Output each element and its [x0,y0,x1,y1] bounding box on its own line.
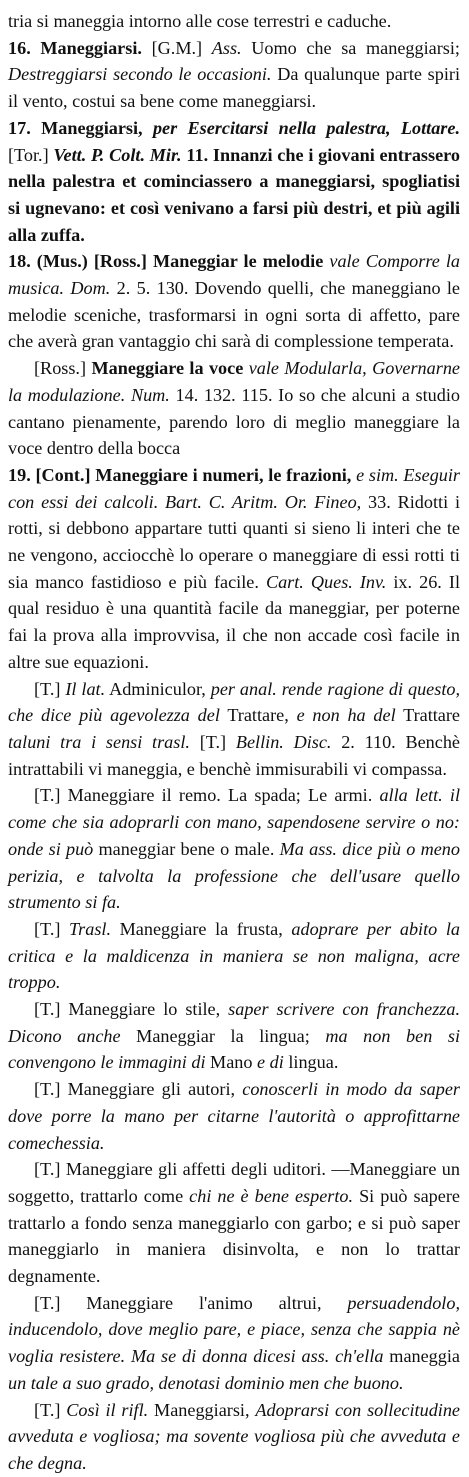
entry-text: [T.] [189,731,236,752]
entry-text: [T.] Maneggiare gli affetti degli uditori. —Maneggiare un soggetto, trattarlo come [8,1159,460,1206]
entry-text: maneggiar bene o male. [93,838,280,859]
entry-text: Trattare [395,705,461,726]
entry-headword-text: 17. Maneggiarsi, [8,117,143,138]
entry-text: 2. 5. 130. Dovendo quelli, che maneggiano le melodie sceniche, trasformarsi in ogni sorta di affetto, pare che averà gran vantaggio chi sarà di complessione temperata. [8,278,460,352]
dictionary-entry [8,1156,460,1290]
dictionary-entry [8,462,460,676]
entry-definition-text: persuadendolo, inducendolo, dove meglio pare, e piace, senza che sappia nè voglia resistere. Ma se di donna dicesi ass. ch'ella [8,1292,460,1367]
entry-text: [T.] Maneggiare lo stile, [34,999,229,1020]
entry-text [143,118,153,138]
dictionary-entry [8,996,460,1076]
entry-text: [T.] Maneggiare il remo. La spada; Le armi. [34,785,380,806]
entry-definition-text: Cart. Ques. Inv. [265,571,387,592]
entry-definition-text: adoprare per abito la critica e la maldicenza in maniera se non maligna, acre troppo. [8,918,460,993]
entry-definition-text: conoscerli in modo da saper dove porre la mano per citarne l'autorità o approfittarne comechessia. [8,1079,460,1153]
dictionary-entry [8,1076,460,1156]
entry-definition-text: ma non ben si convengono le immagini di [8,1025,461,1073]
dictionary-entry [8,35,460,115]
entry-definition-text: vale Modularla, Governarne la modulazione. Num. [8,358,460,405]
entry-text: [T.] [34,918,70,939]
entry-text: Trattare, [219,705,297,726]
entry-text: Maneggiarsi, [148,1399,256,1420]
entry-headword-text: 11. Innanzi che i giovani entrassero nella palestra et cominciassero a maneggiarsi, spogliatisi si ugnevano: et così venivano a farsi più destri, et più agili alla zuffa. [8,144,460,245]
entry-definition-text: un tale a suo grado, denotasi dominio men che buono. [8,1372,404,1393]
entry-text: [Ross.] [34,358,92,379]
entry-text: Da qualunque parte spiri il vento, costui sa bene come maneggiarsi. [8,64,460,112]
entry-text: Mano [205,1052,258,1073]
entry-definition-text: Ma ass. dice più o meno perizia, e talvolta la professione che dell'usare quello strumento si fa. [8,838,460,913]
entry-text: ix. 26. Il qual residuo è una quantità facile da maneggiar, per poterne fai la prova alla improvvisa, il che non accade così facile in altre sue equazioni. [8,571,460,672]
dictionary-entry [8,1290,460,1397]
dictionary-entry [8,1397,460,1477]
entry-definition-text: Trasl. [69,918,111,939]
entry-text: Si può sapere trattarlo a fondo senza maneggiarlo con garbo; e si può saper maneggiarlo in maniera disinvolta, e non lo trattar degnamente. [8,1185,460,1287]
entry-headword-text: 18. (Mus.) [Ross.] Maneggiar le melodie [8,251,324,272]
entry-headword-text: per Esercitarsi nella palestra, Lottare. [152,117,460,138]
entry-definition-text: Adoprarsi con sollecitudine avveduta e vogliosa; ma sovente vogliosa più che avveduta e che degna. [8,1399,461,1473]
entry-definition-text: per anal. rende ragione di questo, che dice più agevolezza del [8,678,461,726]
entry-definition-text: Ass. [211,37,242,58]
dictionary-entry [8,676,460,783]
entry-text: [T.] [34,1399,67,1420]
entry-text: tria si maneggia intorno alle cose terrestri e caduche. [8,11,392,31]
entry-definition-text: e sim. Eseguir con essi dei calcoli. Bart. C. Aritm. Or. Fineo, [8,464,461,512]
entry-text: 2. 110. Benchè intrattabili vi maneggia, e benchè immisurabili vi compassa. [8,731,461,779]
entry-text: 33. Ridotti i rotti, si debbono appartare tutti quanti si sieno li interi che te ne vengono, acciocchè lo operare o maneggiare di essi rotti ti sia manco fastidioso e più facile. [8,491,460,592]
entry-text: [G.M.] [141,37,212,58]
dictionary-entry [8,355,460,462]
entry-definition-text: e non ha del [296,705,396,726]
dictionary-entry [8,782,460,916]
entry-definition-text: Così il rifl. [66,1399,149,1420]
dictionary-entry [8,248,460,355]
entry-headword-text: Maneggiare la voce [91,358,244,379]
entry-text: [Tor.] [8,144,54,165]
dictionary-entry [8,115,460,249]
entry-headword-text: 16. Maneggiarsi. [8,37,142,58]
entry-definition-text: vale Comporre la musica. Dom. [8,251,461,299]
entry-text: Adminiculor, [105,678,211,699]
entry-text: Maneggiar la lingua; [120,1025,326,1046]
entry-text: lingua. [283,1052,339,1073]
entry-text: [T.] [34,678,66,699]
entry-text: 14. 132. 115. Io so che alcuni a studio cantano pienamente, parendo loro di meglio maneggiare la voce dentro della bocca [8,384,460,459]
entry-text: Maneggiare la frusta, [111,918,292,939]
entry-definition-text: taluni tra i sensi trasl. [8,731,190,752]
entry-headword-text: Vett. P. Colt. Mir. [53,144,182,165]
entry-definition-text: alla lett. il come che sia adoprarli con mano, sapendosene servire o no: onde si può [8,785,460,859]
entry-definition-text: Bellin. Disc. [235,731,332,752]
entry-headword-text: 19. [Cont.] Maneggiare i numeri, le frazioni, [8,464,352,485]
entry-text: maneggia [383,1346,460,1367]
entry-definition-text: e di [257,1052,284,1073]
dictionary-entry [8,8,460,35]
entry-text: [T.] Maneggiare gli autori, [34,1079,243,1100]
dictionary-entry [8,916,460,996]
entry-definition-text: Destreggiarsi secondo le occasioni. [8,64,272,85]
entry-text: [T.] Maneggiare l'animo altrui, [34,1292,348,1313]
entry-definition-text: chi ne è bene esperto. [189,1185,354,1206]
entry-text: Uomo che sa maneggiarsi; [241,37,460,58]
entry-definition-text: Il lat. [65,678,106,699]
entry-definition-text: saper scrivere con franchezza. Dicono anche [8,999,460,1046]
